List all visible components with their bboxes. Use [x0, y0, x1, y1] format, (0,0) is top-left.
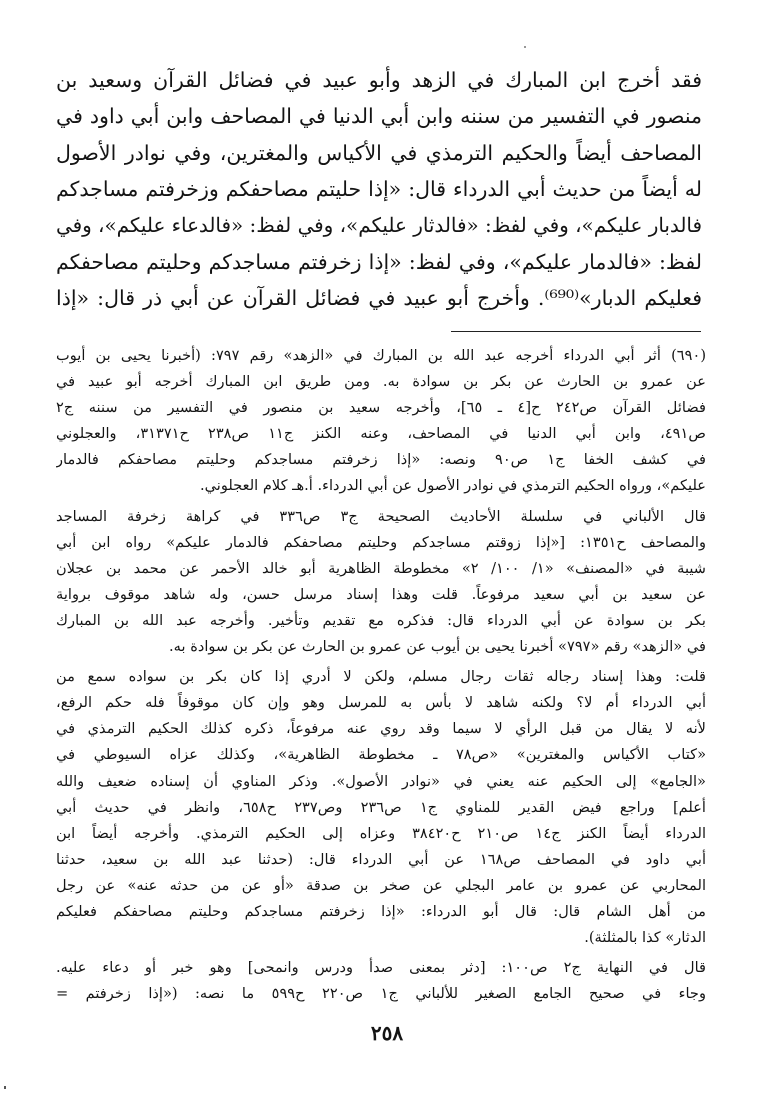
edge-mark: [4, 1086, 6, 1089]
footnote-line: في كشف الخفا ج١ ص٩٠ ونصه: «إذا زخرفتم مساجدكم وحليتم مصاحفكم فالدمار: [56, 451, 706, 469]
footnote-line: والمصاحف ح١٣٥١: [«إذا زوقتم مساجدكم وحليتم مصاحفكم فالدمار عليكم» رواه ابن أبي: [56, 533, 706, 551]
stray-dot: [524, 46, 526, 48]
footnote-block: [56, 504, 706, 661]
footnote-separator: [451, 331, 701, 332]
footnote-block: [56, 955, 706, 1007]
footnote-line: قلت: وهذا إسناد رجاله ثقات رجال مسلم، ولكن لا أدري إذا كان بكر بن سواده سمع من: [56, 668, 706, 686]
footnote-line: (٦٩٠) أثر أبي الدرداء أخرجه عبد الله بن المبارك في «الزهد» رقم ٧٩٧: (أخبرنا يحيى بن أيوب: [56, 347, 706, 364]
footnote-line: الدثار» كذا بالمثلثة).: [584, 929, 706, 947]
main-line: فقد أخرج ابن المبارك في الزهد وأبو عبيد في فضائل القرآن وسعيد بن: [56, 68, 702, 92]
footnote-line: أبي الدرداء أم لا؟ ولكنه شاهد لا بأس به للمرسل وهو وإن كان موقوفاً فله حكم الرفع،: [56, 694, 706, 712]
footnote-line: الدرداء أيضاً الكنز ج١٤ ص٢١٠ ح٣٨٤٢٠ وعزاه إلى الحكيم الترمذي. وأخرجه أيضاً ابن: [56, 824, 706, 842]
footnote-block: [56, 343, 706, 500]
footnote-line: لأنه لا يقال من قبل الرأي لا سيما وقد روي عنه مرفوعاً، ذكره كذلك الحكيم الترمذي في: [56, 720, 706, 738]
main-line: المصاحف أيضاً والحكيم الترمذي في الأكياس والمغترين، وفي نوادر الأصول: [56, 140, 702, 165]
main-line: فالدبار عليكم»، وفي لفظ: «فالدثار عليكم»، وفي لفظ: «فالدعاء عليكم»، وفي: [56, 213, 702, 237]
footnote-line: عن عمرو بن الحارث عن بكر بن سوادة به. ومن طريق ابن المبارك أخرجه أبو عبيد في: [56, 373, 706, 391]
main-line: منصور في التفسير من سننه وابن أبي الدنيا في المصاحف وابن أبي داود في: [56, 104, 702, 129]
footnote-line: عن سعيد بن أبي سعيد مرفوعاً. قلت وهذا إسناد مرسل حسن، وله شاهد موقوف برواية: [56, 585, 706, 603]
footnote-line: قال في النهاية ج٢ ص١٠٠: [دثر بمعنى صدأ ودرس وانمحى] وهو خبر أو دعاء عليه.: [56, 959, 706, 977]
main-line: فعليكم الدبار»⁽⁶⁹⁰⁾. وأخرج أبو عبيد في فضائل القرآن عن أبي ذر قال: «إذا: [56, 286, 702, 311]
footnotes: [56, 343, 706, 1007]
footnote-line: في «الزهد» رقم «٧٩٧» أخبرنا يحيى بن أيوب عن عمرو بن الحارث عن بكر بن سوادة به.: [169, 638, 706, 656]
footnote-line: أعلم] وراجع فيض القدير للمناوي ج١ ص٢٣٦ وص٢٣٧ ح٦٥٨، وانظر في حديث أبي: [56, 798, 706, 816]
footnote-line: شيبة في «المصنف» «١/ ١٠٠/ ٢» مخطوطة الظاهرية أبو خالد الأحمر عن محمد بن عجلان: [56, 559, 706, 577]
footnote-line: وجاء في صحيح الجامع الصغير للألباني ج١ ص٢٢٠ ح٥٩٩ ما نصه: («إذا زخرفتم =: [56, 985, 706, 1003]
main-line: لفظ: «فالدمار عليكم»، وفي لفظ: «إذا زخرفتم مساجدكم وحليتم مصاحفكم: [56, 249, 702, 274]
footnote-line: «الجامع» إلى الحكيم عنه يعني في «نوادر الأصول». وذكر المناوي أن إسناده ضعيف والله: [56, 772, 706, 790]
footnote-line: أبي داود في المصاحف ص١٦٨ عن أبي الدرداء قال: (حدثنا عبد الله بن سعيد، حدثنا: [56, 850, 706, 868]
footnote-block: [56, 664, 706, 951]
page-number: ٢٥٨: [370, 1021, 404, 1045]
footnote-line: من أهل الشام قال: قال أبو الدرداء: «إذا زخرفتم مساجدكم وحليتم مصاحفكم فعليكم: [56, 902, 706, 920]
footnote-line: «كتاب الأكياس والمغترين» «ص٧٨ ـ مخطوطة الظاهرية»، وكذلك عزاه السيوطي في: [56, 746, 706, 764]
main-text: [56, 62, 702, 317]
footnote-line: عليكم»، ورواه الحكيم الترمذي في نوادر الأصول عن أبي الدرداء. أ.هـ كلام العجلوني.: [200, 477, 706, 495]
footnote-line: قال الألباني في سلسلة الأحاديث الصحيحة ج٣ ص٣٣٦ في كراهة زخرفة المساجد: [56, 507, 706, 525]
footnote-line: ص٤٩١، وابن أبي الدنيا في المصاحف، وعنه الكنز ج١١ ص٢٣٨ ح٣١٣٧١، والعجلوني: [56, 425, 706, 443]
footnote-line: بكر بن سوادة عن أبي الدرداء قال: فذكره مع تقديم وتأخير. وأخرجه عبد الله بن المبارك: [56, 611, 706, 629]
footnote-line: فضائل القرآن ص٢٤٢ ح[٤ ـ ٦٥]، وأخرجه سعيد بن منصور في التفسير من سننه ج٢: [56, 399, 706, 417]
main-line: له أيضاً من حديث أبي الدرداء قال: «إذا حليتم مصاحفكم وزخرفتم مساجدكم: [56, 177, 702, 202]
footnote-line: المحاربي عن عمرو بن عامر البجلي عن صخر بن صدقة «أو عن من حدثه عنه» عن رجل: [56, 876, 706, 894]
